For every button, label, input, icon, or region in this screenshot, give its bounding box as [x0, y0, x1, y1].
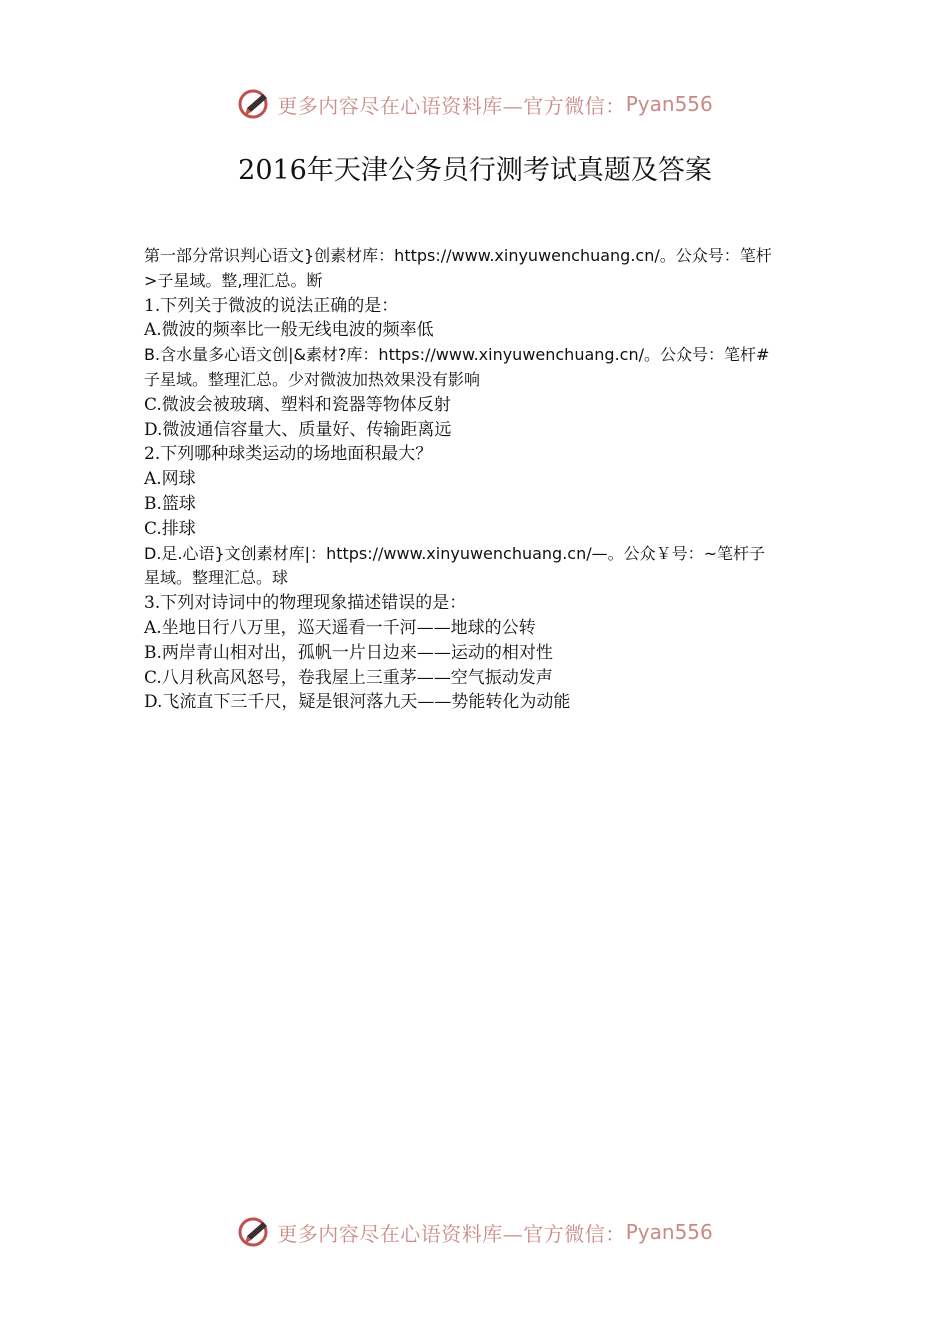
page-title: 2016年天津公务员行测考试真题及答案	[238, 155, 712, 186]
option-line: B.两岸青山相对出，孤帆一片日边来——运动的相对性	[144, 642, 553, 663]
option-line: C.排球	[144, 518, 196, 539]
header-banner	[0, 82, 950, 126]
document-body	[144, 244, 814, 715]
option-line: B.含水量多心语文创|&素材?库：https://www.xinyuwenchuang.cn/。公众号：笔杆#	[144, 345, 770, 365]
banner-handle: Pyan556	[625, 92, 713, 116]
banner-handle: Pyan556	[625, 1220, 713, 1244]
footer-banner	[0, 1210, 950, 1254]
pen-logo-icon	[237, 86, 273, 122]
option-line: A.网球	[144, 469, 196, 490]
pen-logo-icon	[237, 1214, 273, 1250]
banner-text: 更多内容尽在心语资料库—官方微信：	[277, 93, 626, 118]
option-line: A.微波的频率比一般无线电波的频率低	[144, 320, 434, 341]
option-line: C.微波会被玻璃、塑料和瓷器等物体反射	[144, 394, 451, 415]
question-line: 3.下列对诗词中的物理现象描述错误的是：	[144, 593, 467, 614]
option-line: D.飞流直下三千尺，疑是银河落九天——势能转化为动能	[144, 692, 571, 713]
option-line: B.篮球	[144, 493, 196, 514]
option-line: D.微波通信容量大、质量好、传输距离远	[144, 419, 452, 440]
question-line: 1.下列关于微波的说法正确的是：	[144, 295, 399, 316]
option-line: A.坐地日行八万里，巡天遥看一千河——地球的公转	[144, 617, 536, 638]
option-line: D.足.心语}文创素材库|：https://www.xinyuwenchuang.cn/—。公众￥号：~笔杆子	[144, 543, 766, 563]
text-line: 星域。整理汇总。球	[144, 568, 289, 588]
text-line: 第一部分常识判心语文}创素材库：https://www.xinyuwenchuang.cn/。公众号：笔杆	[144, 246, 772, 265]
text-line: >子星域。整,理汇总。断	[144, 270, 323, 290]
option-line: C.八月秋高风怒号，卷我屋上三重茅——空气振动发声	[144, 667, 553, 688]
text-line: 子星域。整理汇总。少对微波加热效果没有影响	[144, 369, 481, 389]
banner-text: 更多内容尽在心语资料库—官方微信：	[277, 1221, 626, 1246]
question-line: 2.下列哪种球类运动的场地面积最大？	[144, 444, 433, 465]
